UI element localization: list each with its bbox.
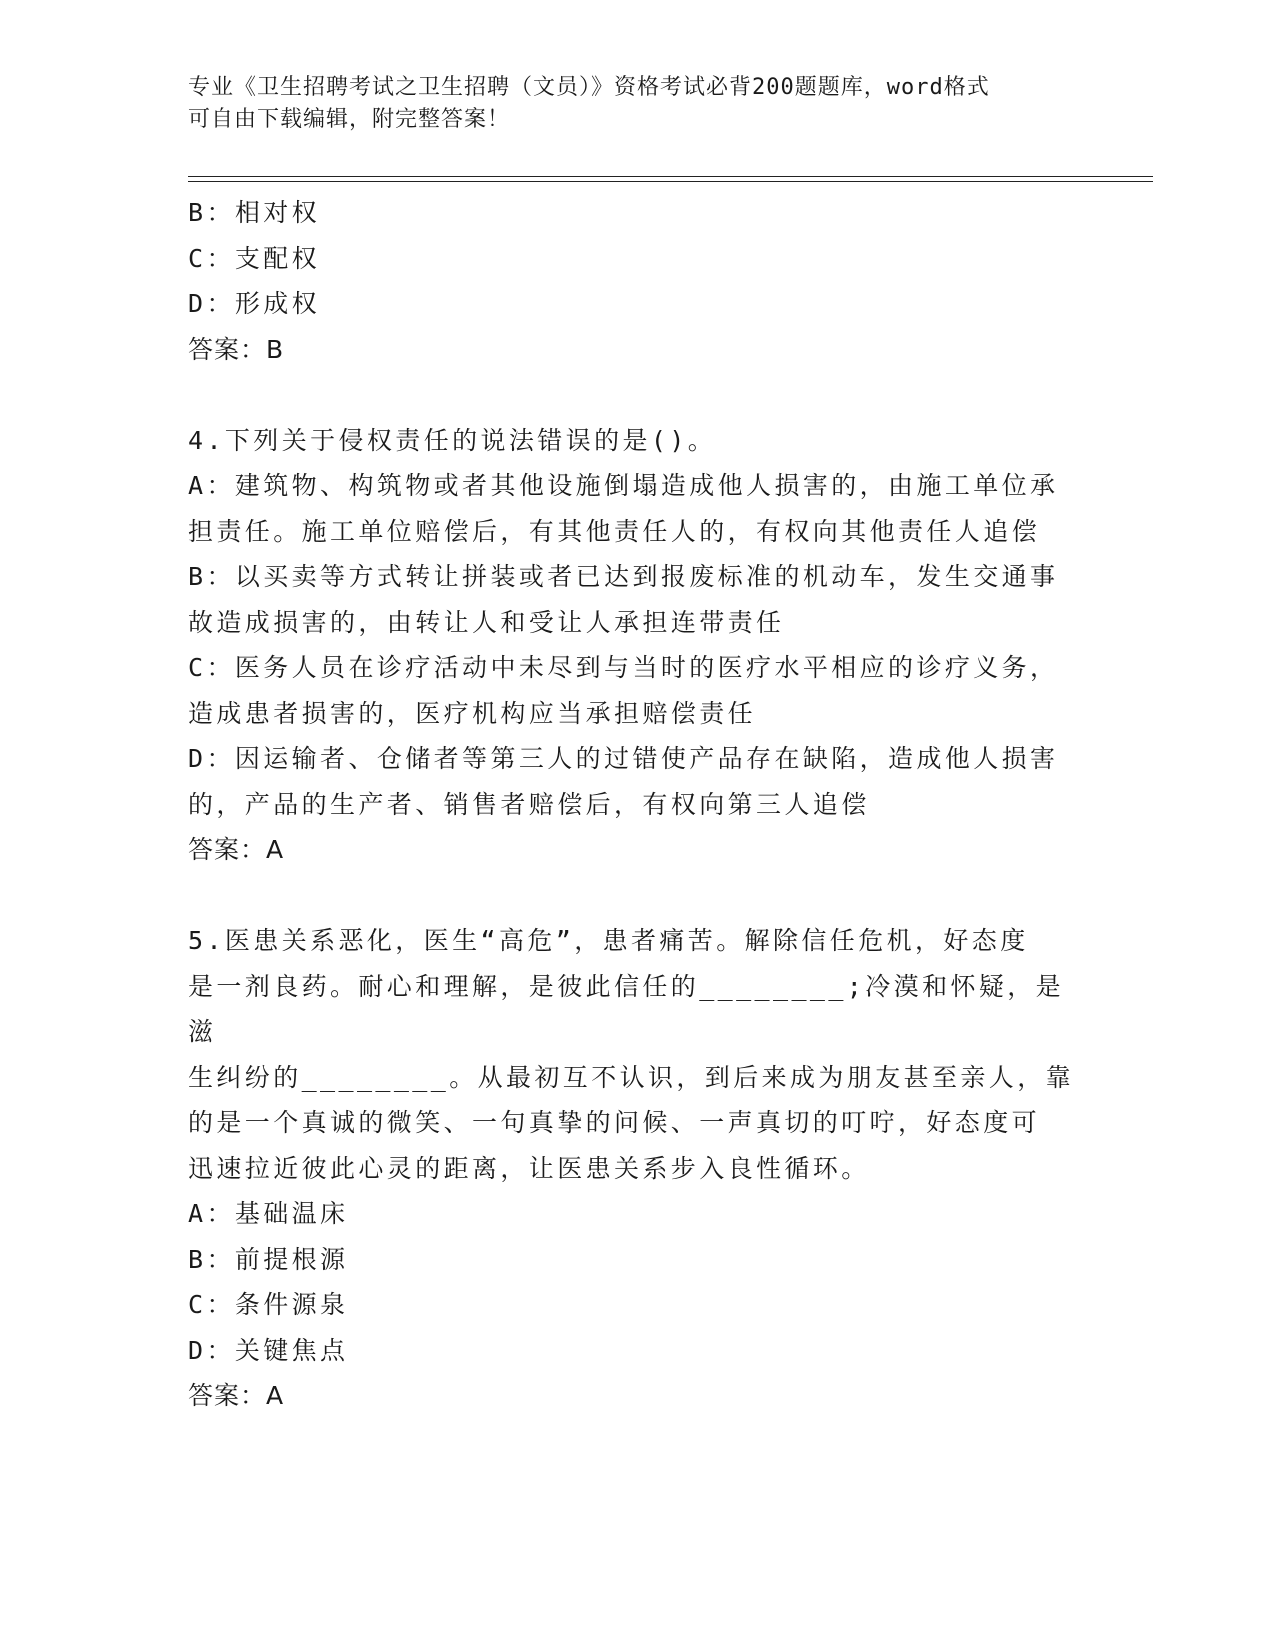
q4-option-a-line-1: A：建筑物、构筑物或者其他设施倒塌造成他人损害的，由施工单位承	[188, 471, 1059, 500]
q4-option-d-line-2: 的，产品的生产者、销售者赔偿后，有权向第三人追偿	[188, 789, 870, 819]
q5-question-line-5: 迅速拉近彼此心灵的距离，让医患关系步入良性循环。	[188, 1153, 870, 1183]
q5-question-line-1: 5.医患关系恶化，医生“高危”，患者痛苦。解除信任危机，好态度	[188, 926, 1029, 955]
q4-option-c-line-1: C：医务人员在诊疗活动中未尽到与当时的医疗水平相应的诊疗义务，	[188, 653, 1059, 682]
q4-question: 4.下列关于侵权责任的说法错误的是()。	[188, 425, 717, 455]
header-title-line-2: 可自由下载编辑，附完整答案！	[188, 107, 511, 132]
spacer	[188, 873, 1088, 919]
q3-option-b: B：相对权	[188, 198, 321, 227]
q5-question-line-2: 是一剂良药。耐心和理解，是彼此信任的________;冷漠和怀疑，是滋	[188, 971, 1065, 1046]
q5-option-c: C：条件源泉	[188, 1290, 349, 1319]
q4-answer: 答案：A	[188, 835, 285, 864]
q5-answer: 答案：A	[188, 1381, 285, 1410]
q5-option-b: B：前提根源	[188, 1244, 349, 1274]
document-body	[188, 190, 1088, 1419]
q4-option-d-line-1: D：因运输者、仓储者等第三人的过错使产品存在缺陷，造成他人损害	[188, 744, 1059, 773]
q4-option-b-line-2: 故造成损害的，由转让人和受让人承担连带责任	[188, 607, 785, 637]
header-title-line-1: 专业《卫生招聘考试之卫生招聘（文员）》资格考试必背200题题库，word格式	[188, 75, 990, 100]
header-divider-bottom	[188, 181, 1153, 182]
document-header	[188, 72, 1088, 136]
q4-option-a-line-2: 担责任。施工单位赔偿后，有其他责任人的，有权向其他责任人追偿	[188, 516, 1041, 546]
q4-option-c-line-2: 造成患者损害的，医疗机构应当承担赔偿责任	[188, 698, 757, 728]
spacer	[188, 372, 1088, 418]
q3-option-c: C：支配权	[188, 243, 321, 273]
q5-question-line-3: 生纠纷的________。从最初互不认识，到后来成为朋友甚至亲人，靠	[188, 1062, 1075, 1092]
q5-option-d: D：关键焦点	[188, 1335, 349, 1365]
q3-answer: 答案：B	[188, 334, 285, 364]
q4-option-b-line-1: B：以买卖等方式转让拼装或者已达到报废标准的机动车，发生交通事	[188, 562, 1059, 591]
q5-question-line-4: 的是一个真诚的微笑、一句真挚的问候、一声真切的叮咛，好态度可	[188, 1108, 1041, 1137]
q5-option-a: A：基础温床	[188, 1199, 349, 1228]
header-divider-top	[188, 176, 1153, 177]
q3-option-d: D：形成权	[188, 289, 321, 318]
